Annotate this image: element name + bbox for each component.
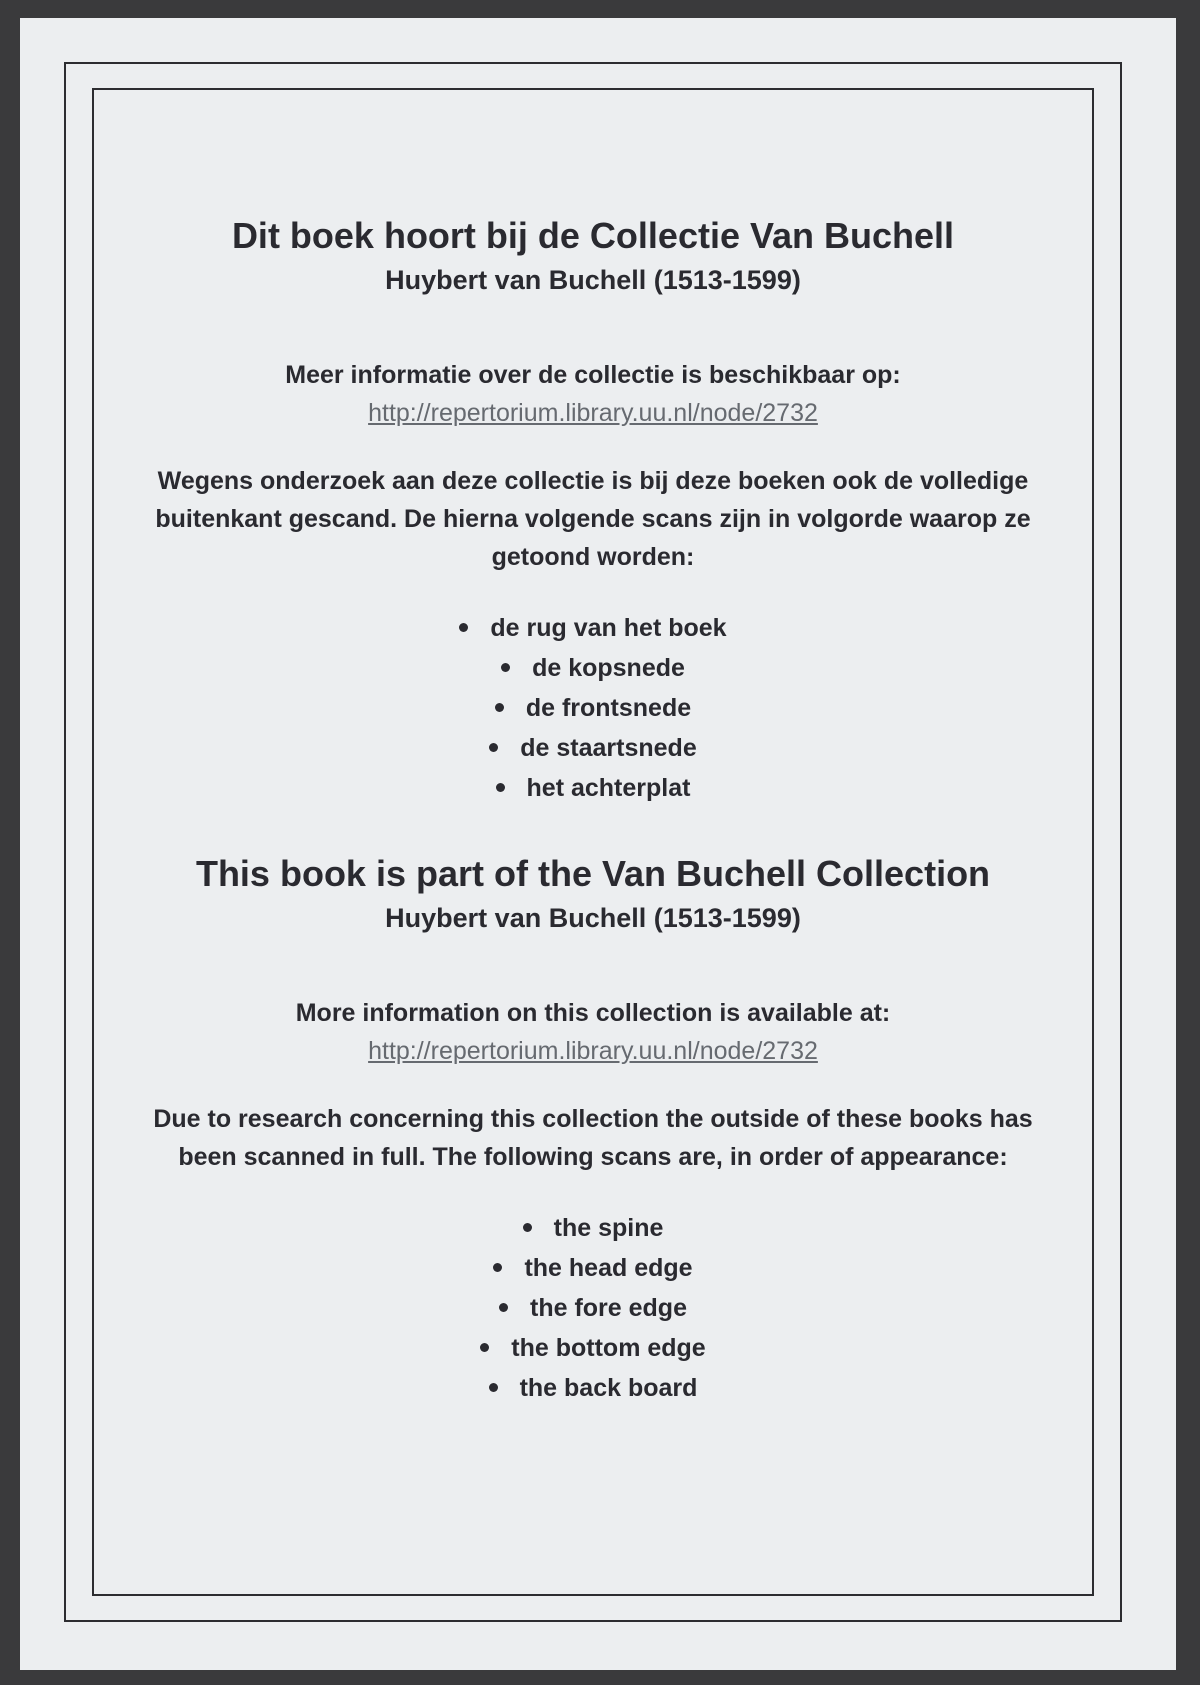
list-item: the bottom edge — [112, 1328, 1074, 1368]
bullet-icon — [459, 623, 468, 632]
english-subtitle: Huybert van Buchell (1513-1599) — [385, 903, 801, 933]
list-item: het achterplat — [112, 768, 1074, 808]
list-item: de staartsnede — [112, 728, 1074, 768]
list-item: the back board — [112, 1368, 1074, 1408]
bullet-icon — [499, 1303, 508, 1312]
dutch-scan-list — [112, 608, 1074, 808]
dutch-info-label: Meer informatie over de collectie is beschikbaar op: — [285, 361, 901, 389]
bullet-icon — [496, 783, 505, 792]
bullet-icon — [523, 1223, 532, 1232]
dutch-collection-link[interactable]: http://repertorium.library.uu.nl/node/2732 — [368, 399, 818, 427]
bullet-icon — [493, 1263, 502, 1272]
list-item: the spine — [112, 1208, 1074, 1248]
english-collection-link[interactable]: http://repertorium.library.uu.nl/node/2732 — [368, 1037, 818, 1065]
list-item: de frontsnede — [112, 688, 1074, 728]
list-item: de rug van het boek — [112, 608, 1074, 648]
list-item: de kopsnede — [112, 648, 1074, 688]
bullet-icon — [501, 663, 510, 672]
dutch-title: Dit boek hoort bij de Collectie Van Buchell — [231, 215, 955, 256]
bullet-icon — [489, 1383, 498, 1392]
list-item: the fore edge — [112, 1288, 1074, 1328]
bullet-icon — [489, 743, 498, 752]
english-scan-list — [112, 1208, 1074, 1408]
scanned-page — [20, 18, 1176, 1670]
english-title: This book is part of the Van Buchell Collection — [195, 853, 991, 894]
english-paragraph: Due to research concerning this collection the outside of these books has been scanned in full. The following scans are, in order of appearance: — [153, 1105, 1033, 1171]
bullet-icon — [480, 1343, 489, 1352]
bullet-icon — [495, 703, 504, 712]
dutch-subtitle: Huybert van Buchell (1513-1599) — [385, 265, 801, 295]
dutch-paragraph: Wegens onderzoek aan deze collectie is bij deze boeken ook de volledige buitenkant gescand. De hierna volgende scans zijn in volgorde waarop ze getoond worden: — [155, 467, 1031, 571]
english-info-label: More information on this collection is available at: — [295, 999, 891, 1027]
page-content — [112, 108, 1074, 1408]
list-item: the head edge — [112, 1248, 1074, 1288]
